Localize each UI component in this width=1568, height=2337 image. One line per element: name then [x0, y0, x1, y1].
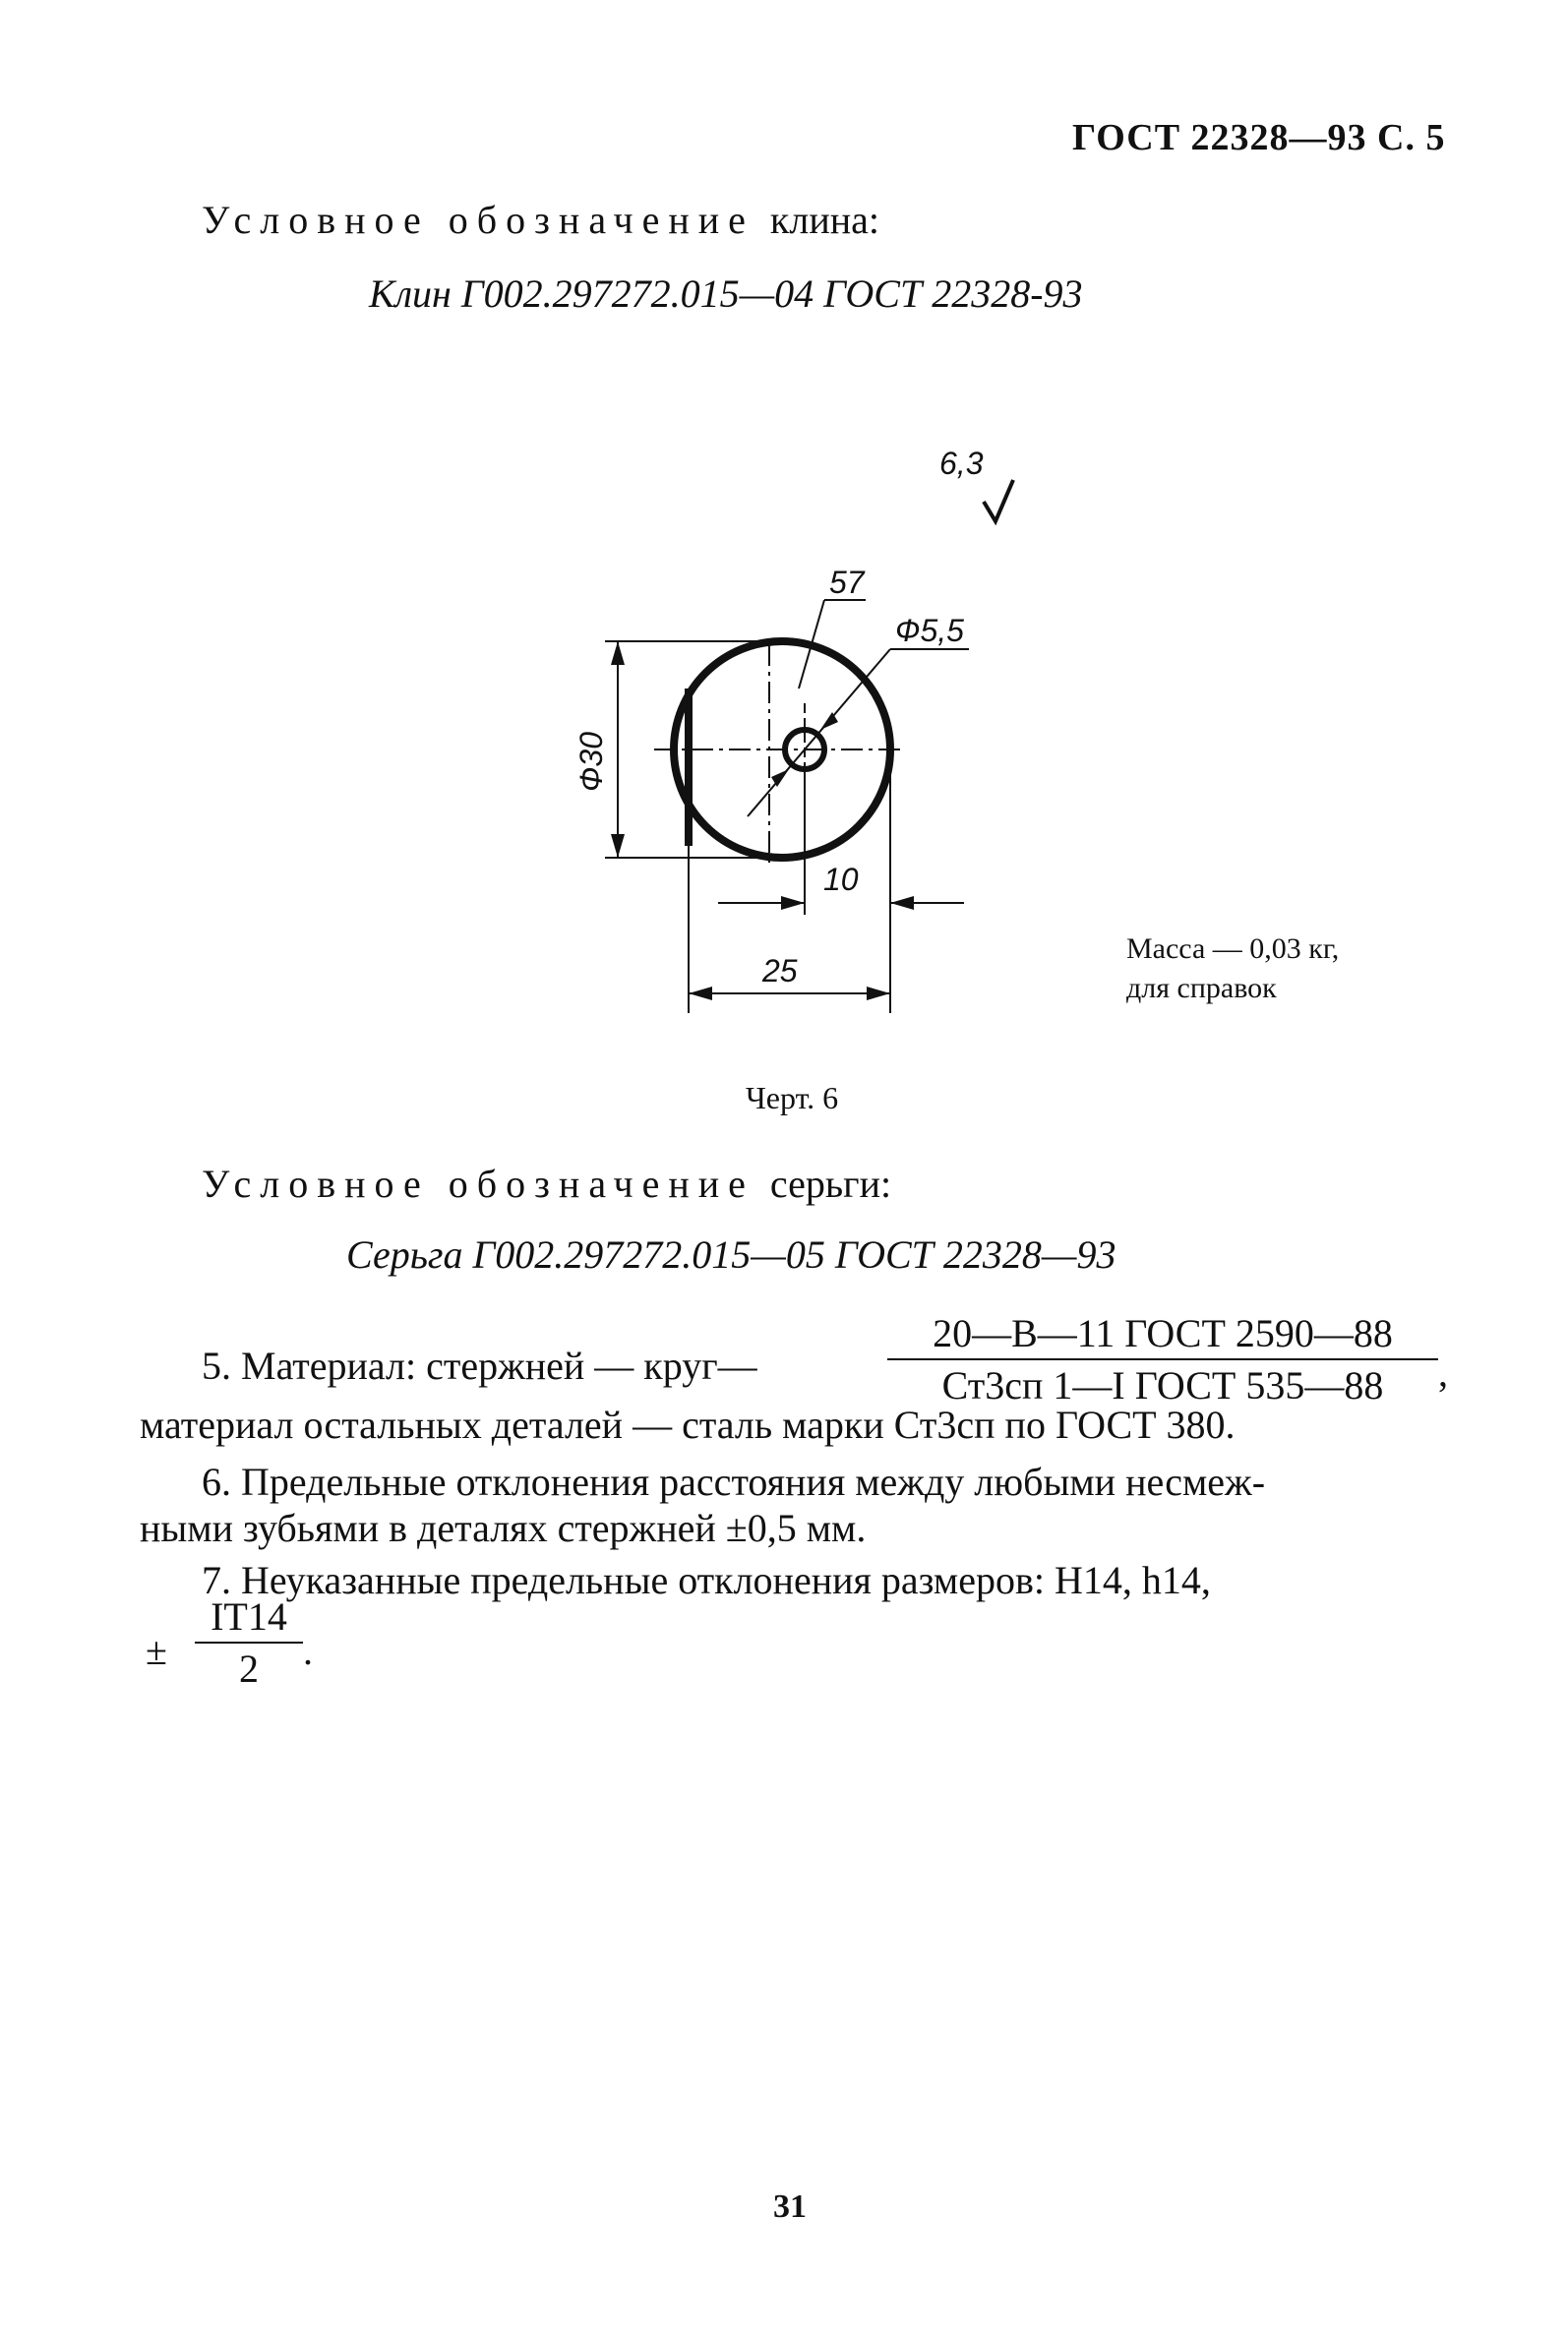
item-7-plus-minus: ± — [146, 1629, 167, 1673]
item-7-fraction-numerator: IT14 — [195, 1593, 303, 1644]
item-5-fraction-numerator: 20—В—11 ГОСТ 2590—88 — [887, 1310, 1438, 1360]
item-6-line-2: ными зубьями в деталях стержней ±0,5 мм. — [140, 1506, 867, 1550]
mass-note — [1126, 929, 1339, 1008]
earring-designation-code: Серьга Г002.297272.015—05 ГОСТ 22328—93 — [346, 1232, 1116, 1277]
item-7-end: . — [303, 1629, 313, 1673]
page-number: 31 — [773, 2188, 807, 2225]
item-7-fraction-denominator: 2 — [239, 1647, 259, 1691]
item-5-fraction-tail: , — [1438, 1350, 1448, 1395]
earring-label-spaced: Условное обозначение — [202, 1162, 754, 1206]
dim-10: 10 — [823, 862, 859, 897]
earring-designation-label — [202, 1161, 891, 1207]
roughness-check-icon — [984, 480, 1013, 521]
wedge-label-spaced: Условное обозначение — [202, 198, 754, 242]
mass-line-1: Масса — 0,03 кг, — [1126, 932, 1340, 965]
item-5-fraction — [887, 1310, 1438, 1408]
item-6-line-1: 6. Предельные отклонения расстояния между любыми несмеж- — [202, 1460, 1266, 1504]
dim-57: 57 — [829, 565, 865, 600]
dim-hole: Ф5,5 — [895, 613, 964, 648]
item-5-line-2: материал остальных деталей — сталь марки Ст3сп по ГОСТ 380. — [140, 1403, 1236, 1447]
mass-line-2: для справок — [1126, 972, 1277, 1004]
wedge-designation-code: Клин Г002.297272.015—04 ГОСТ 22328-93 — [369, 271, 1083, 316]
item-5-fraction-denominator: Ст3сп 1—I ГОСТ 535—88 — [941, 1363, 1384, 1408]
item-5-lead: 5. Материал: стержней — круг— — [202, 1344, 757, 1388]
dim-diameter: Ф30 — [573, 731, 609, 792]
dim-25: 25 — [762, 953, 798, 989]
roughness-label: 6,3 — [939, 446, 984, 481]
item-7-line-1: 7. Неуказанные предельные отклонения размеров: Н14, h14, — [202, 1558, 1211, 1602]
wedge-label-rest: клина: — [769, 198, 879, 242]
item-7-fraction — [195, 1593, 303, 1692]
figure-caption: Черт. 6 — [746, 1080, 839, 1115]
earring-label-rest: серьги: — [769, 1162, 892, 1206]
page-header: ГОСТ 22328—93 С. 5 — [1072, 117, 1446, 158]
